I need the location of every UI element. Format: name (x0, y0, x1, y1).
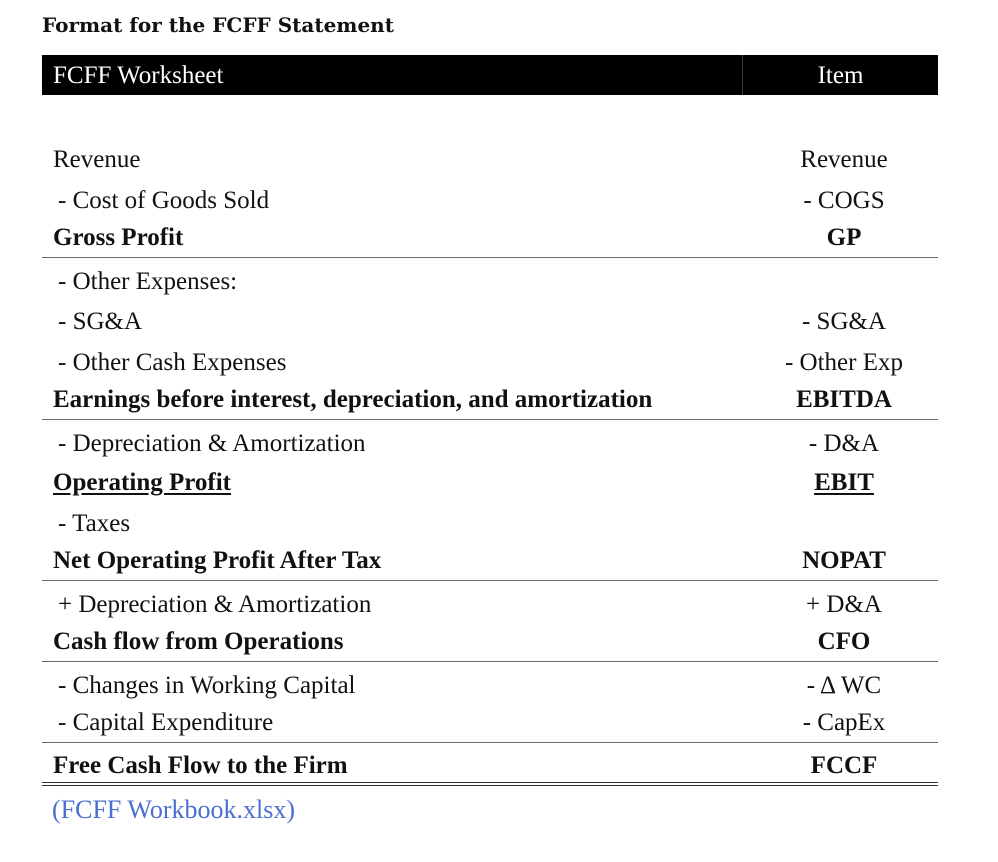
row-label: - Cost of Goods Sold (58, 187, 270, 214)
row-item: - D&A (808, 430, 880, 457)
row-label: - Taxes (58, 510, 131, 537)
row-item: - SG&A (801, 308, 887, 335)
row-add-depreciation (42, 585, 938, 625)
row-label: - Capital Expenditure (58, 709, 274, 736)
row-item: Revenue (800, 146, 888, 173)
row-depreciation (42, 424, 938, 464)
row-item: - Δ WC (806, 672, 882, 699)
row-item: EBITDA (796, 386, 892, 413)
header-item: Item (817, 62, 864, 89)
row-sga (42, 302, 938, 342)
row-taxes (42, 504, 938, 544)
table-header (42, 55, 938, 95)
row-other-cash-expenses (42, 343, 938, 383)
row-label: Free Cash Flow to the Firm (53, 752, 348, 779)
row-item: FCCF (810, 752, 878, 779)
row-item: EBIT (814, 469, 874, 496)
row-label: - SG&A (58, 308, 143, 335)
workbook-link[interactable]: (FCFF Workbook.xlsx) (52, 795, 296, 824)
table-caption: Format for the FCFF Statement (42, 13, 394, 37)
row-ebitda (42, 380, 938, 420)
row-label: Earnings before interest, depreciation, and amortization (53, 386, 653, 413)
row-capex (42, 703, 938, 743)
row-label: - Other Cash Expenses (58, 349, 287, 376)
row-item: CFO (817, 628, 871, 655)
row-label: Gross Profit (53, 224, 184, 251)
row-gross-profit (42, 218, 938, 258)
row-label: Revenue (53, 146, 141, 173)
row-label: - Depreciation & Amortization (58, 430, 366, 457)
row-operating-profit (42, 463, 938, 503)
row-label: + Depreciation & Amortization (58, 591, 372, 618)
row-revenue (42, 140, 938, 180)
row-label: - Other Expenses: (58, 268, 238, 295)
row-item: GP (826, 224, 862, 251)
row-label: - Changes in Working Capital (58, 672, 356, 699)
row-label: Cash flow from Operations (53, 628, 344, 655)
row-nopat (42, 541, 938, 581)
row-other-expenses (42, 262, 938, 302)
row-fcff (42, 746, 938, 786)
row-label: Operating Profit (53, 469, 231, 496)
row-item: - CapEx (802, 709, 886, 736)
row-working-capital (42, 666, 938, 706)
row-item: - COGS (803, 187, 885, 214)
header-worksheet: FCFF Worksheet (53, 62, 224, 89)
row-item: - Other Exp (784, 349, 904, 376)
row-item: NOPAT (802, 547, 886, 574)
row-cfo (42, 622, 938, 662)
row-item: + D&A (806, 591, 882, 618)
row-label: Net Operating Profit After Tax (53, 547, 382, 574)
row-cogs (42, 181, 938, 221)
